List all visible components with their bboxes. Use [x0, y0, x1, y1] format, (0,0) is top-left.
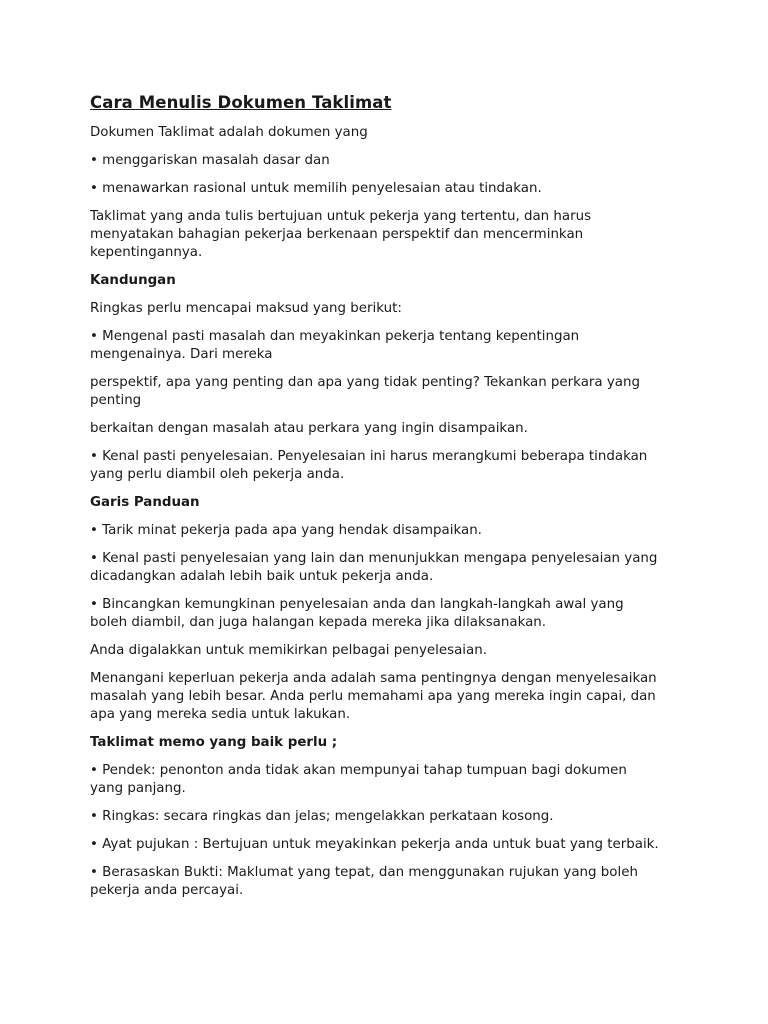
bullet-item: • Ringkas: secara ringkas dan jelas; mengelakkan perkataan kosong. [90, 809, 554, 824]
bullet-item: • Ayat pujukan : Bertujuan untuk meyakinkan pekerja anda untuk buat yang terbaik. [90, 837, 659, 852]
paragraph: Ringkas perlu mencapai maksud yang berikut: [90, 301, 402, 316]
paragraph: Menangani keperluan pekerja anda adalah sama pentingnya dengan menyelesaikan masalah yang lebih besar. Anda perlu memahami apa yang mereka ingin capai, dan apa yang mereka sedia untuk lakukan. [90, 671, 657, 722]
section-heading-garis-panduan: Garis Panduan [90, 495, 200, 510]
bullet-item: • Bincangkan kemungkinan penyelesaian anda dan langkah-langkah awal yang boleh diambil, dan juga halangan kepada mereka jika dilaksanakan. [90, 597, 624, 630]
section-heading-kandungan: Kandungan [90, 273, 176, 288]
document-page [90, 92, 690, 910]
paragraph-intro: Dokumen Taklimat adalah dokumen yang [90, 125, 368, 140]
bullet-item: • Pendek: penonton anda tidak akan mempunyai tahap tumpuan bagi dokumen yang panjang. [90, 763, 627, 796]
bullet-item: • Berasaskan Bukti: Maklumat yang tepat, dan menggunakan rujukan yang boleh pekerja anda percayai. [90, 865, 638, 898]
bullet-item: • menawarkan rasional untuk memilih penyelesaian atau tindakan. [90, 181, 542, 196]
document-title: Cara Menulis Dokumen Taklimat [90, 93, 392, 112]
section-heading-taklimat-memo: Taklimat memo yang baik perlu ; [90, 735, 338, 750]
paragraph: berkaitan dengan masalah atau perkara yang ingin disampaikan. [90, 421, 528, 436]
bullet-item: • menggariskan masalah dasar dan [90, 153, 330, 168]
paragraph: perspektif, apa yang penting dan apa yang tidak penting? Tekankan perkara yang penting [90, 375, 640, 408]
paragraph: Taklimat yang anda tulis bertujuan untuk pekerja yang tertentu, dan harus menyatakan bahagian pekerjaa berkenaan perspektif dan mencerminkan kepentingannya. [90, 209, 592, 260]
bullet-item: • Kenal pasti penyelesaian yang lain dan menunjukkan mengapa penyelesaian yang dicadangkan adalah lebih baik untuk pekerja anda. [90, 551, 658, 584]
bullet-item: • Kenal pasti penyelesaian. Penyelesaian ini harus merangkumi beberapa tindakan yang perlu diambil oleh pekerja anda. [90, 449, 648, 482]
bullet-item: • Mengenal pasti masalah dan meyakinkan pekerja tentang kepentingan mengenainya. Dari mereka [90, 329, 580, 362]
paragraph: Anda digalakkan untuk memikirkan pelbagai penyelesaian. [90, 643, 487, 658]
bullet-item: • Tarik minat pekerja pada apa yang hendak disampaikan. [90, 523, 482, 538]
